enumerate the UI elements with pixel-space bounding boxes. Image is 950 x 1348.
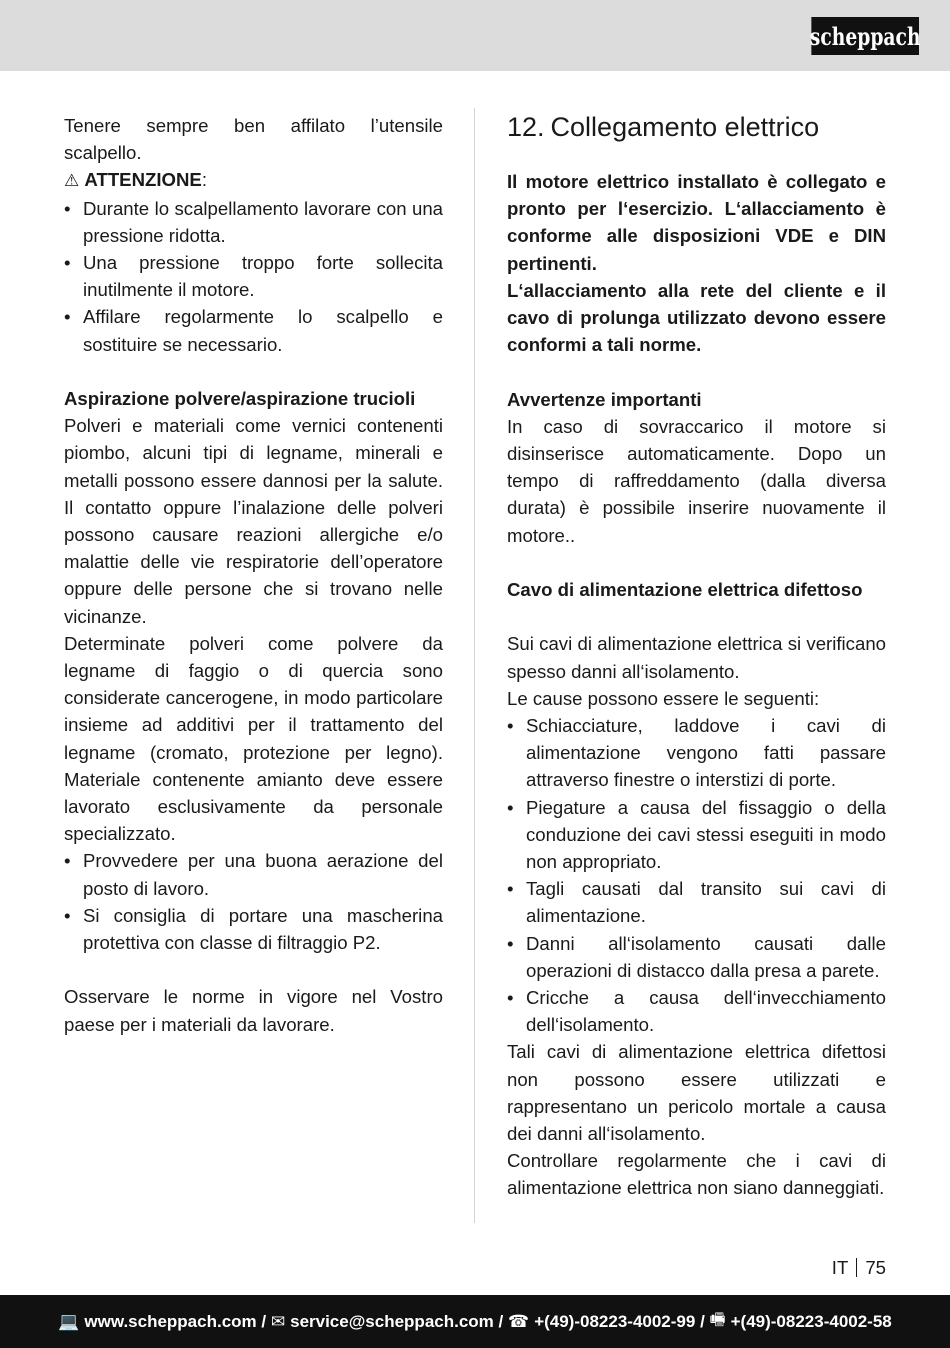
footer-separator: / [261, 1311, 267, 1331]
dust-list [64, 847, 443, 956]
closing-text: Osservare le norme in vigore nel Vostro paese per i materiali da lavorare. [64, 986, 443, 1035]
page-language: IT [831, 1257, 849, 1278]
warning-colon: : [201, 169, 208, 191]
page-number-value: 75 [865, 1257, 886, 1278]
list-item: • Una pressione troppo forte sollecita inutilmente il motore. [64, 249, 443, 303]
warning-heading [64, 166, 443, 194]
footer-separator: / [498, 1311, 504, 1331]
fax-icon: 🖷 [709, 1310, 726, 1329]
warning-label: ATTENZIONE [84, 169, 202, 191]
mail-icon: ✉ [270, 1311, 286, 1331]
cable-paragraph-1: Sui cavi di alimentazione elettrica si verificano spesso danni all‘isolamento. [507, 633, 886, 682]
list-item: • Provvedere per una buona aerazione del posto di lavoro. [64, 847, 443, 901]
section-title [507, 112, 886, 142]
notes-text: In caso di sovraccarico il motore si disinserisce automaticamente. Dopo un tempo di raffreddamento (dalla diversa durata) è possibile inserire nuovamente il motore.. [507, 415, 886, 546]
cable-paragraph-2: Le cause possono essere le seguenti: [507, 687, 820, 709]
cable-heading: Cavo di alimentazione elettrica difettoso [507, 579, 863, 601]
footer-fax: +(49)-08223-4002-58 [730, 1311, 892, 1331]
section-number: 12. [507, 112, 545, 142]
right-column [507, 112, 886, 1202]
notes-heading: Avvertenze importanti [507, 388, 702, 410]
intro-text: Tenere sempre ben affilato l’utensile scalpello. [64, 115, 443, 164]
page-number [832, 1257, 886, 1279]
list-item: • Schiacciature, laddove i cavi di alimentazione vengono fatti passare attraverso finestre o interstizi di porte. [507, 712, 886, 794]
list-item: • Piegature a causa del fissaggio o della conduzione dei cavi stessi eseguiti in modo non appropriato. [507, 794, 886, 876]
list-item: • Durante lo scalpellamento lavorare con una pressione ridotta. [64, 195, 443, 249]
column-divider [474, 108, 475, 1223]
list-item: • Tagli causati dal transito sui cavi di alimentazione. [507, 875, 886, 929]
list-item: • Affilare regolarmente lo scalpello e sostituire se necessario. [64, 303, 443, 357]
computer-icon: 💻 [58, 1311, 80, 1331]
cable-list [507, 712, 886, 1038]
cable-paragraph-4: Controllare regolarmente che i cavi di alimentazione elettrica non siano danneggiati. [507, 1150, 886, 1199]
phone-icon: ☎ [508, 1311, 530, 1331]
left-column [64, 112, 443, 1038]
warning-icon: ⚠ [64, 171, 80, 191]
list-item: • Cricche a causa dell‘invecchiamento dell‘isolamento. [507, 984, 886, 1038]
footer-separator: / [700, 1311, 705, 1331]
dust-heading: Aspirazione polvere/aspirazione trucioli [64, 388, 416, 410]
cable-paragraph-3: Tali cavi di alimentazione elettrica difettosi non possono essere utilizzati e rappresentano un pericolo mortale a causa dei danni all‘isolamento. [507, 1041, 886, 1145]
page-number-divider [856, 1258, 857, 1277]
list-item: • Danni all‘isolamento causati dalle operazioni di distacco dalla presa a parete. [507, 930, 886, 984]
dust-paragraph-2: Determinate polveri come polvere da legname di faggio o di quercia sono considerate cancerogene, in modo particolare insieme ad additivi per il trattamento del legname (cromato, protezione per legno). Materiale contenente amianto deve essere lavorato esclusivamente da personale specializzato. [64, 632, 443, 845]
list-item: • Si consiglia di portare una mascherina protettiva con classe di filtraggio P2. [64, 902, 443, 956]
bold-paragraph-1: Il motore elettrico installato è collegato e pronto per l‘esercizio. L‘allacciamento è conforme alle disposizioni VDE e DIN pertinenti. [507, 171, 886, 274]
dust-paragraph-1: Polveri e materiali come vernici contenenti piombo, alcuni tipi di legname, minerali e metalli possono essere dannosi per la salute. Il contatto oppure l’inalazione delle polveri possono causare reazioni allergiche e/o malattie delle vie respiratorie dell’operatore oppure delle persone che si trovano nelle vicinanze. [64, 415, 443, 627]
scheppach-logo: scheppach [811, 17, 919, 55]
footer-email-link[interactable]: service@scheppach.com [290, 1311, 494, 1331]
warning-list [64, 195, 443, 358]
footer-website-link[interactable]: www.scheppach.com [84, 1311, 257, 1331]
bold-paragraph-2: L‘allacciamento alla rete del cliente e il cavo di prolunga utilizzato devono essere conformi a tali norme. [507, 279, 886, 356]
footer-bar [0, 1295, 950, 1348]
footer-phone: +(49)-08223-4002-99 [534, 1311, 696, 1331]
header-bar [0, 0, 950, 71]
section-title-text: Collegamento elettrico [550, 112, 820, 142]
